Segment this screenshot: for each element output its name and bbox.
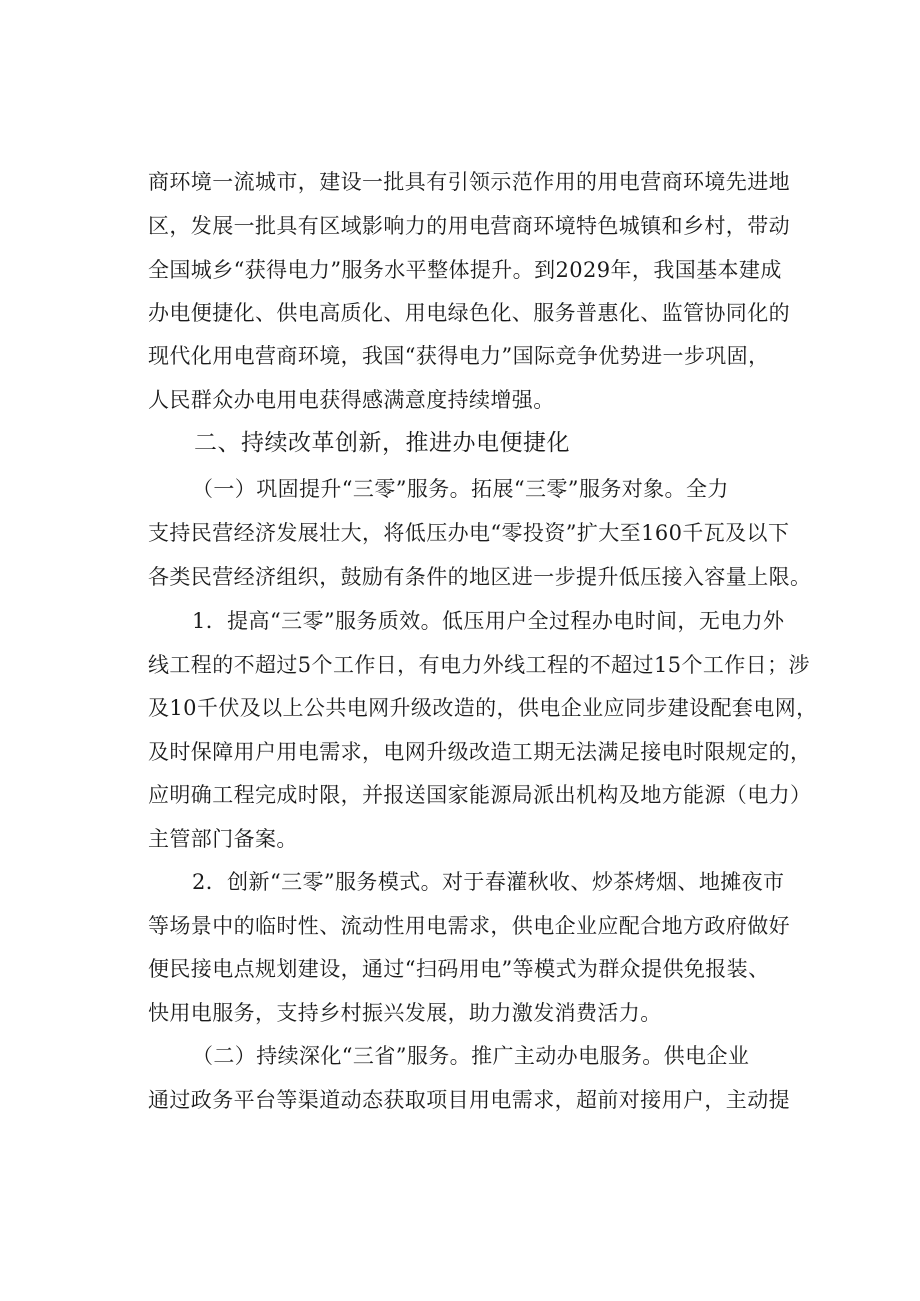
text-line: 快用电服务，支持乡村振兴发展，助力激发消费活力。	[148, 1001, 662, 1025]
text-line: 商环境一流城市，建设一批具有引领示范作用的用电营商环境先进地	[148, 170, 790, 194]
text-line: 及时保障用户用电需求，电网升级改造工期无法满足接电时限规定的，	[148, 740, 812, 764]
text-line: 支持民营经济发展壮大，将低压办电“零投资”扩大至160千瓦及以下	[148, 521, 790, 545]
text-line: 应明确工程完成时限，并报送国家能源局派出机构及地方能源（电力）	[148, 783, 812, 807]
text-line: 便民接电点规划建设，通过“扫码用电”等模式为群众提供免报装、	[148, 957, 770, 981]
text-line: 及10千伏及以上公共电网升级改造的，供电企业应同步建设配套电网，	[148, 696, 818, 720]
text-line: 人民群众办电用电获得感满意度持续增强。	[148, 388, 555, 412]
text-line: 1．提高“三零”服务质效。低压用户全过程办电时间，无电力外	[192, 609, 785, 633]
text-line: 办电便捷化、供电高质化、用电绿色化、服务普惠化、监管协同化的	[148, 301, 790, 325]
text-line: 线工程的不超过5个工作日，有电力外线工程的不超过15个工作日；涉	[148, 653, 810, 677]
text-line: 等场景中的临时性、流动性用电需求，供电企业应配合地方政府做好	[148, 914, 790, 938]
text-line: （二）持续深化“三省”服务。推广主动办电服务。供电企业	[192, 1044, 750, 1068]
text-line: （一）巩固提升“三零”服务。拓展“三零”服务对象。全力	[192, 477, 729, 501]
text-line: 通过政务平台等渠道动态获取项目用电需求，超前对接用户，主动提	[148, 1088, 790, 1112]
text-line: 2．创新“三零”服务模式。对于春灌秋收、炒茶烤烟、地摊夜市	[192, 870, 785, 894]
text-line: 各类民营经济组织，鼓励有条件的地区进一步提升低压接入容量上限。	[148, 565, 812, 589]
text-line: 现代化用电营商环境，我国“获得电力”国际竞争优势进一步巩固，	[148, 344, 770, 368]
text-line: 全国城乡“获得电力”服务水平整体提升。到2029年，我国基本建成	[148, 258, 782, 282]
text-line: 主管部门备案。	[148, 827, 298, 851]
text-line: 区，发展一批具有区域影响力的用电营商环境特色城镇和乡村，带动	[148, 214, 790, 238]
section-heading: 二、持续改革创新，推进办电便捷化	[194, 430, 570, 456]
